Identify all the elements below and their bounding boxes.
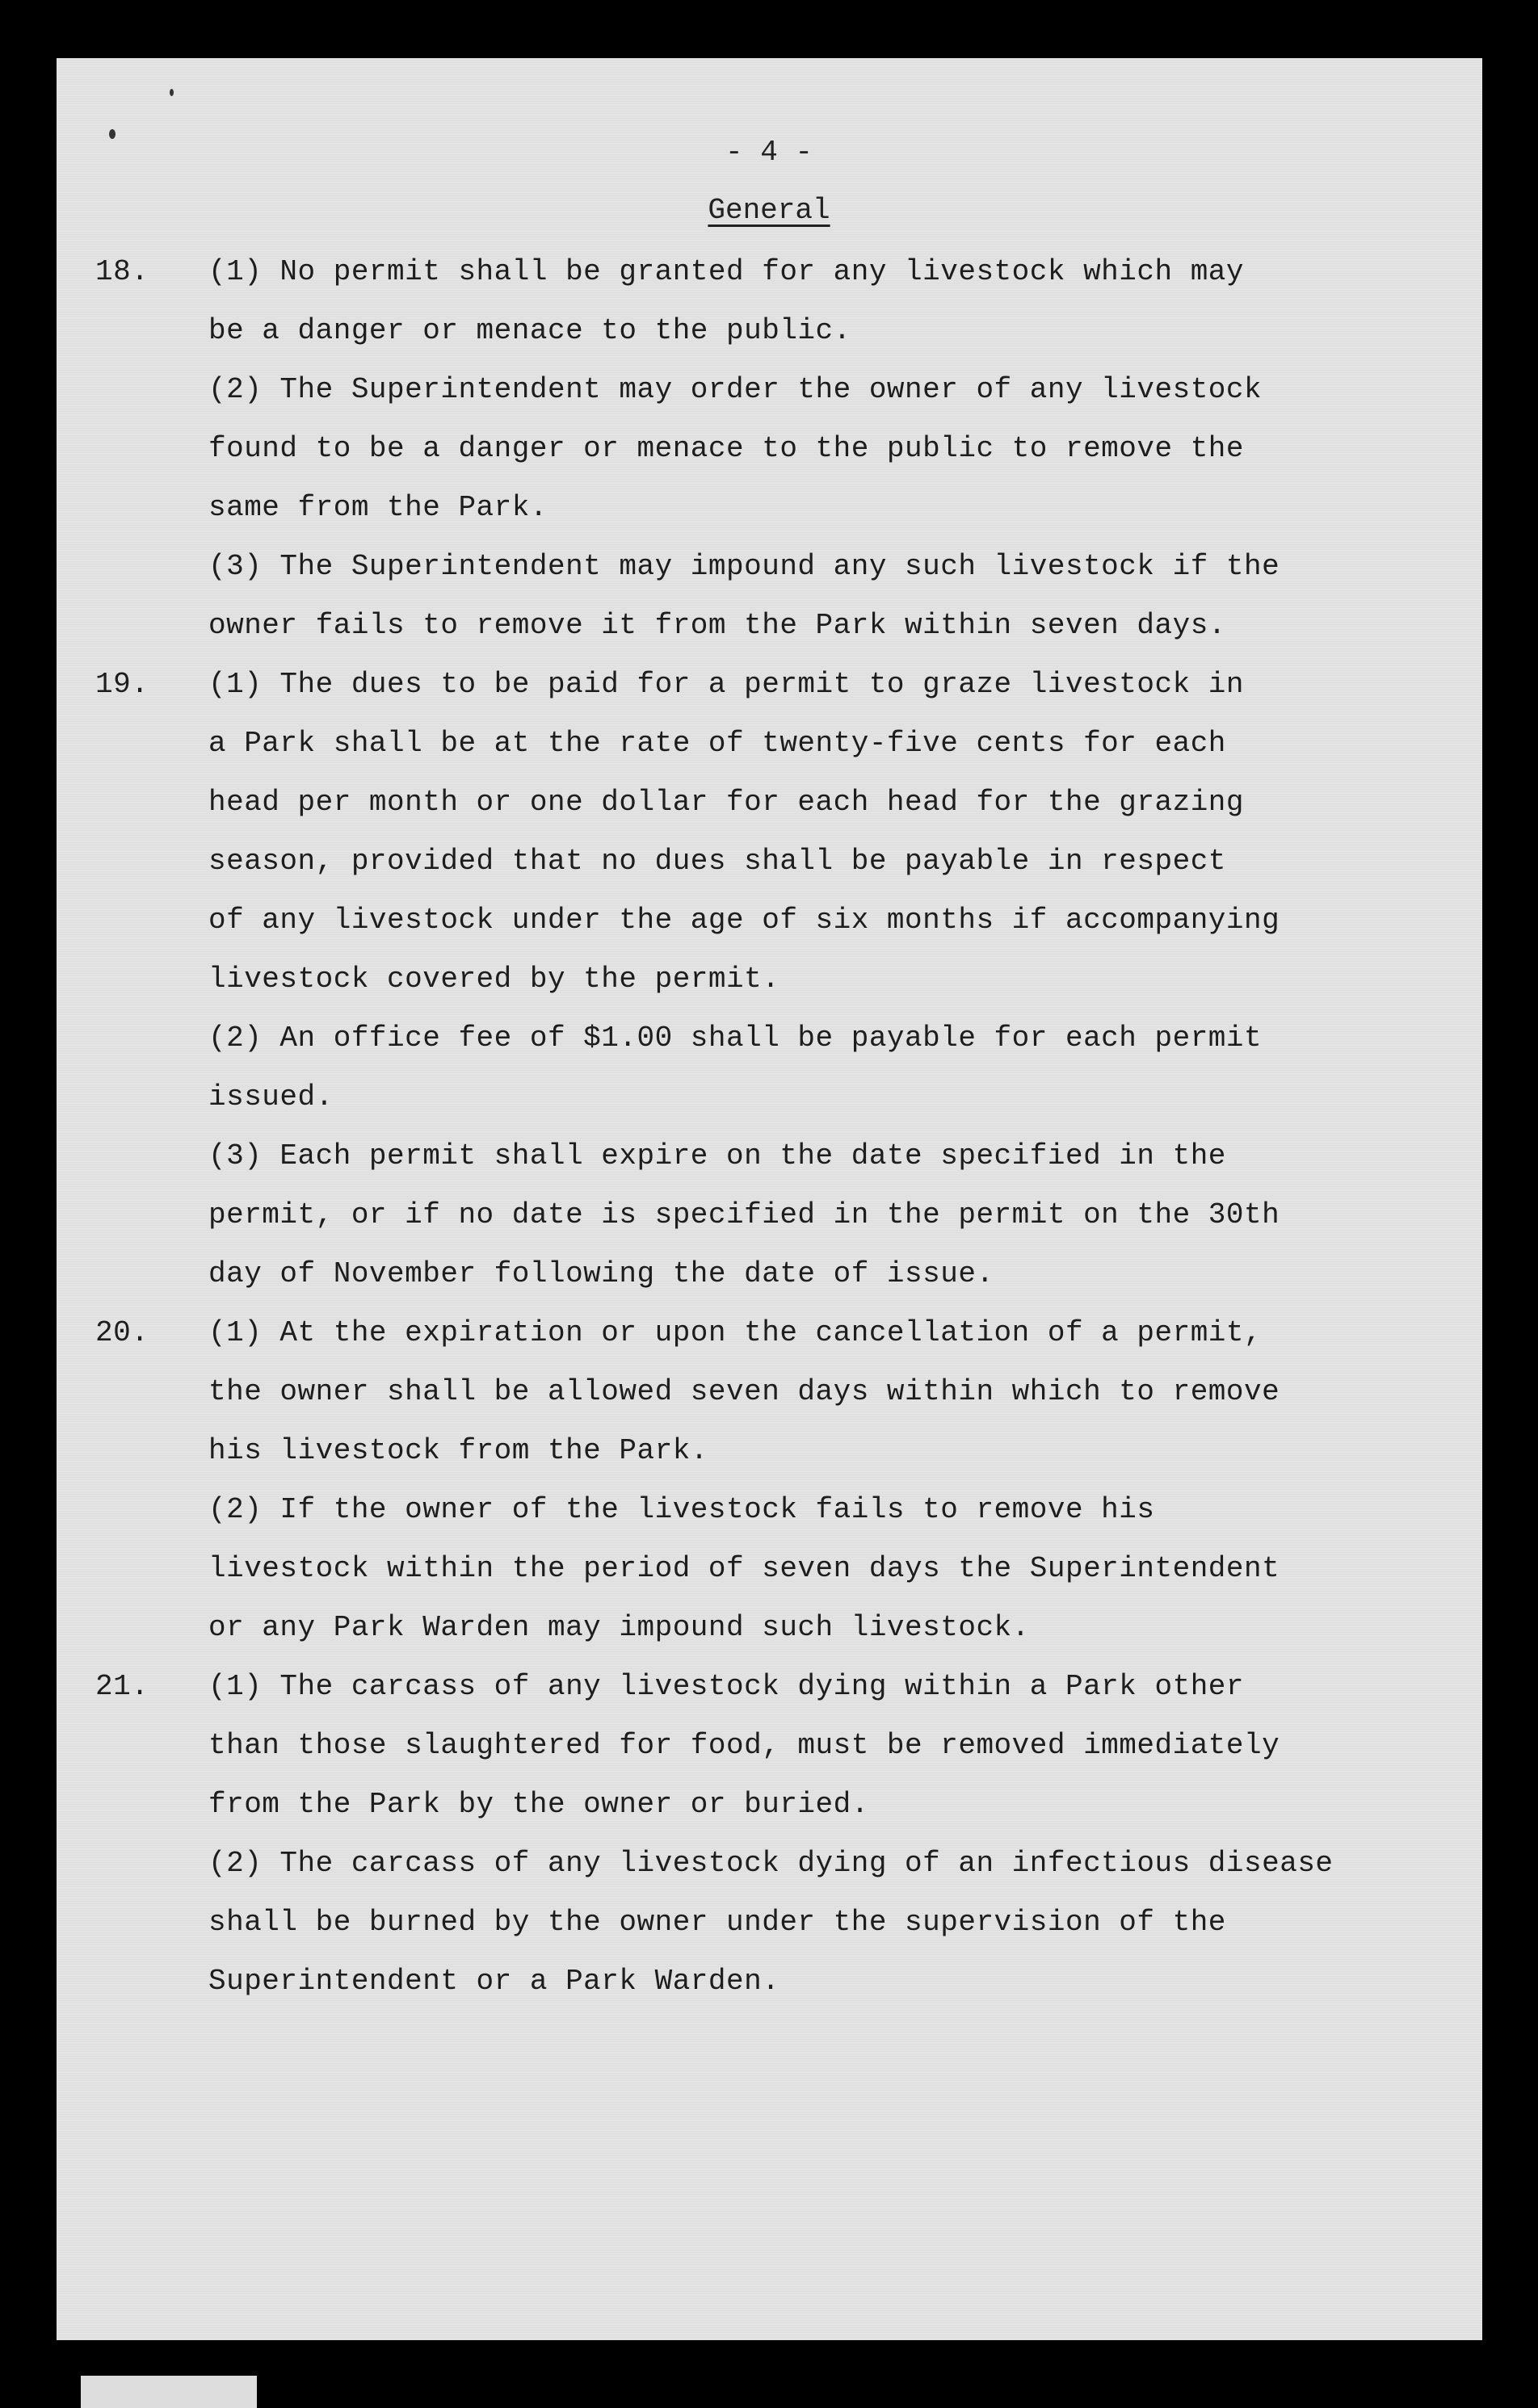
heading-text: General: [708, 194, 830, 227]
text-line: same from the Park.: [208, 491, 548, 524]
regulation-section: [95, 1657, 1388, 2011]
text-line: his livestock from the Park.: [208, 1434, 708, 1467]
subsection-paragraph: [208, 1657, 1388, 1834]
text-line: (1) No permit shall be granted for any livestock which may: [208, 255, 1245, 288]
text-line: a Park shall be at the rate of twenty-five cents for each: [208, 727, 1226, 760]
section-heading: [0, 194, 1538, 227]
subsection-paragraph: [208, 1480, 1388, 1657]
text-line: (3) Each permit shall expire on the date specified in the: [208, 1139, 1226, 1173]
section-number: 21.: [95, 1670, 149, 1703]
text-line: be a danger or menace to the public.: [208, 314, 851, 347]
regulation-section: [95, 655, 1388, 1303]
text-line: (2) If the owner of the livestock fails to remove his: [208, 1493, 1155, 1526]
text-line: (3) The Superintendent may impound any such livestock if the: [208, 550, 1280, 583]
text-line: Superintendent or a Park Warden.: [208, 1965, 780, 1998]
text-line: season, provided that no dues shall be payable in respect: [208, 845, 1226, 878]
text-line: of any livestock under the age of six months if accompanying: [208, 904, 1280, 937]
text-line: shall be burned by the owner under the supervision of the: [208, 1906, 1226, 1939]
page-number: - 4 -: [725, 136, 813, 169]
section-number: 20.: [95, 1316, 149, 1349]
text-line: or any Park Warden may impound such livestock.: [208, 1611, 1030, 1644]
text-line: head per month or one dollar for each head for the grazing: [208, 786, 1245, 819]
section-number: 18.: [95, 255, 149, 288]
subsection-paragraph: [208, 655, 1388, 1009]
subsection-paragraph: [208, 1834, 1388, 2011]
film-frame-tab: [81, 2376, 257, 2408]
subsection-paragraph: [208, 242, 1388, 360]
text-line: (2) The Superintendent may order the owner of any livestock: [208, 373, 1263, 406]
section-number: 19.: [95, 668, 149, 701]
text-line: (1) At the expiration or upon the cancellation of a permit,: [208, 1316, 1263, 1349]
text-line: permit, or if no date is specified in the permit on the 30th: [208, 1198, 1280, 1231]
subsection-paragraph: [208, 1126, 1388, 1303]
text-line: the owner shall be allowed seven days within which to remove: [208, 1375, 1280, 1408]
text-line: than those slaughtered for food, must be removed immediately: [208, 1729, 1280, 1762]
text-line: (2) An office fee of $1.00 shall be payable for each permit: [208, 1022, 1263, 1055]
text-line: from the Park by the owner or buried.: [208, 1788, 869, 1821]
text-line: livestock within the period of seven days the Superintendent: [208, 1552, 1280, 1585]
text-line: livestock covered by the permit.: [208, 963, 780, 996]
text-line: found to be a danger or menace to the public to remove the: [208, 432, 1245, 465]
text-line: (2) The carcass of any livestock dying of an infectious disease: [208, 1847, 1334, 1880]
subsection-paragraph: [208, 360, 1388, 537]
text-line: day of November following the date of issue.: [208, 1257, 994, 1290]
document-body: [95, 242, 1388, 2011]
subsection-paragraph: [208, 537, 1388, 655]
regulation-section: [95, 242, 1388, 655]
ink-speck: [170, 89, 174, 96]
subsection-paragraph: [208, 1009, 1388, 1126]
text-line: owner fails to remove it from the Park within seven days.: [208, 609, 1226, 642]
text-line: (1) The carcass of any livestock dying within a Park other: [208, 1670, 1245, 1703]
subsection-paragraph: [208, 1303, 1388, 1480]
regulation-section: [95, 1303, 1388, 1657]
text-line: (1) The dues to be paid for a permit to graze livestock in: [208, 668, 1245, 701]
text-line: issued.: [208, 1080, 334, 1114]
